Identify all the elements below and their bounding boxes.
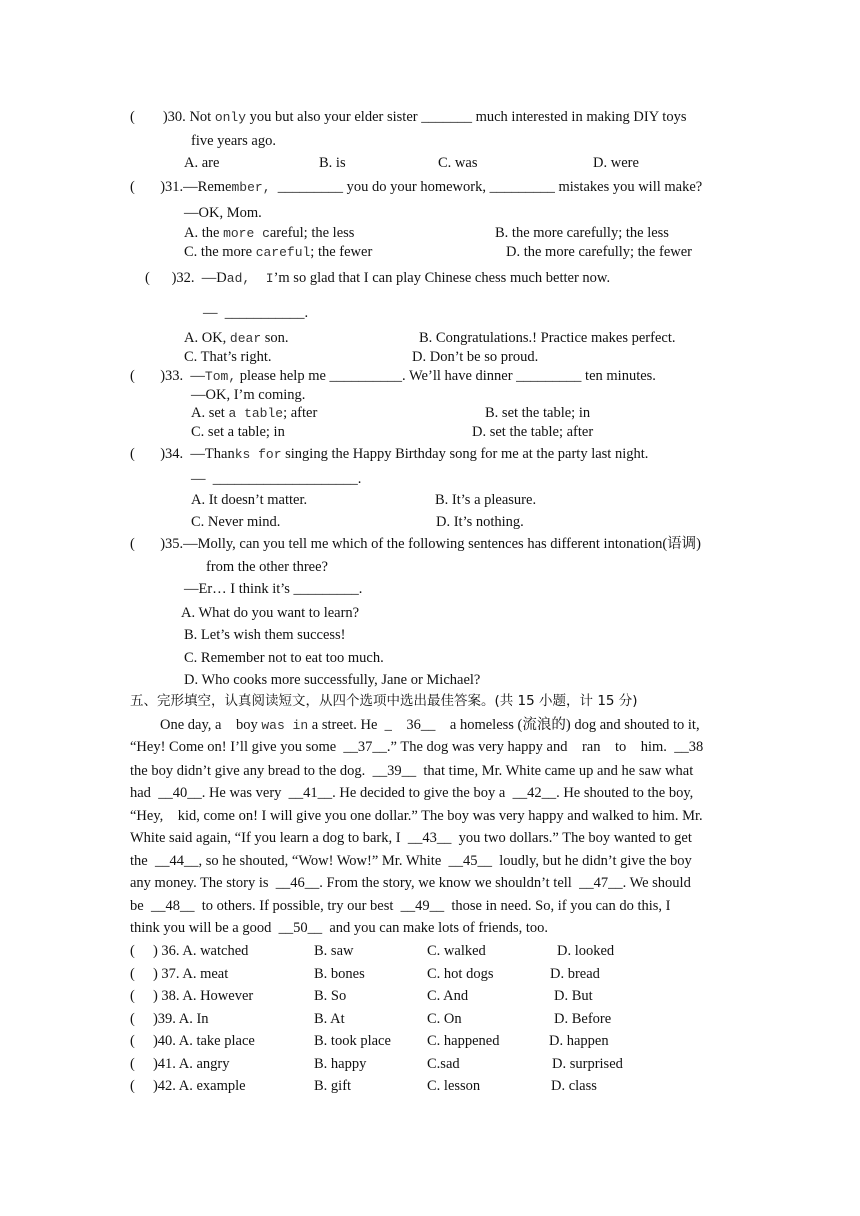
question-35-stem: ( )35.—Molly, can you tell me which of the following sentences has different intonation(语调)	[130, 536, 702, 552]
cloze-row-number: ( )41. A. angry	[130, 1056, 230, 1072]
option-c: C. lesson	[427, 1078, 481, 1094]
question-33-reply: —OK, I’m coming.	[191, 387, 306, 403]
option-a: A. are	[184, 155, 220, 171]
option-a: A. the more careful; the less	[184, 225, 355, 241]
cloze-row-number: ( ) 37. A. meat	[130, 966, 229, 982]
passage-line-1: One day, a boy was in a street. He _ 36__ a homeless (流浪的) dog and shouted to it,	[160, 717, 700, 733]
option-b: B. bones	[314, 966, 365, 982]
option-d: D. bread	[550, 966, 600, 982]
cloze-row-number: ( )40. A. take place	[130, 1033, 255, 1049]
passage-line-9: be __48__ to others. If possible, try our best __49__ those in need. So, if you can do this, I	[130, 898, 671, 914]
option-b: B. Congratulations.! Practice makes perfect.	[419, 330, 676, 346]
passage-line-5: “Hey, kid, come on! I will give you one dollar.” The boy was very happy and walked to him. Mr.	[130, 808, 703, 824]
cloze-row-number: ( ) 38. A. However	[130, 988, 254, 1004]
option-a: A. OK, dear son.	[184, 330, 289, 346]
section-title: 五、完形填空，认真阅读短文，从四个选项中选出最佳答案。(共 15 小题，计 15 分)	[130, 693, 638, 709]
option-d: D. class	[551, 1078, 597, 1094]
passage-line-10: think you will be a good __50__ and you can make lots of friends, too.	[130, 920, 549, 936]
option-d: D. looked	[557, 943, 615, 959]
passage-line-7: the __44__, so he shouted, “Wow! Wow!” Mr. White __45__ loudly, but he didn’t give the boy	[130, 853, 692, 869]
option-d: D. It’s nothing.	[436, 514, 524, 530]
question-31-reply: —OK, Mom.	[184, 205, 262, 221]
cloze-row-number: ( ) 36. A. watched	[130, 943, 249, 959]
option-c: C. And	[427, 988, 469, 1004]
option-d: D. But	[554, 988, 593, 1004]
passage-line-3: the boy didn’t give any bread to the dog. __39__ that time, Mr. White came up and he saw what	[130, 763, 694, 779]
option-b: B. gift	[314, 1078, 352, 1094]
option-c: C. On	[427, 1011, 462, 1027]
question-35-stem-cont: from the other three?	[206, 559, 328, 575]
option-b: B. is	[319, 155, 346, 171]
option-d: D. Don’t be so proud.	[412, 349, 539, 365]
option-b: B. took place	[314, 1033, 391, 1049]
passage-line-6: White said again, “If you learn a dog to bark, I __43__ you two dollars.” The boy wanted to get	[130, 830, 692, 846]
option-d: D. were	[593, 155, 639, 171]
question-35-reply: —Er… I think it’s _________.	[184, 581, 363, 597]
option-d: D. surprised	[552, 1056, 623, 1072]
answer-blank: — ____________________.	[191, 471, 362, 487]
option-c: C. walked	[427, 943, 486, 959]
option-d: D. set the table; after	[472, 424, 594, 440]
option-c: C. That’s right.	[184, 349, 272, 365]
option-b: B. Let’s wish them success!	[184, 627, 346, 643]
option-c: C. the more careful; the fewer	[184, 244, 373, 260]
option-b: B. the more carefully; the less	[495, 225, 669, 241]
option-c: C. was	[438, 155, 478, 171]
option-b: B. So	[314, 988, 347, 1004]
cloze-row-number: ( )42. A. example	[130, 1078, 246, 1094]
option-d: D. Who cooks more successfully, Jane or Michael?	[184, 672, 481, 688]
option-b: B. saw	[314, 943, 354, 959]
option-b: B. At	[314, 1011, 345, 1027]
option-c: C. set a table; in	[191, 424, 285, 440]
passage-line-2: “Hey! Come on! I’ll give you some __37__.” The dog was very happy and ran to him. __38	[130, 739, 704, 755]
option-c: C. Remember not to eat too much.	[184, 650, 384, 666]
option-b: B. happy	[314, 1056, 367, 1072]
question-30-stem: ( )30. Not only you but also your elder sister _______ much interested in making DIY toys	[130, 109, 687, 125]
option-c: C. happened	[427, 1033, 500, 1049]
passage-line-8: any money. The story is __46__. From the story, we know we shouldn’t tell __47__. We should	[130, 875, 691, 891]
option-c: C. hot dogs	[427, 966, 494, 982]
option-d: D. happen	[549, 1033, 609, 1049]
option-c: C. Never mind.	[191, 514, 281, 530]
option-c: C.sad	[427, 1056, 460, 1072]
option-b: B. It’s a pleasure.	[435, 492, 537, 508]
question-32-stem: ( )32. —Dad, I’m so glad that I can play Chinese chess much better now.	[145, 270, 611, 286]
option-b: B. set the table; in	[485, 405, 591, 421]
question-30-stem-cont: five years ago.	[191, 133, 276, 149]
question-33-stem: ( )33. —Tom, please help me __________. We’ll have dinner _________ ten minutes.	[130, 368, 656, 384]
cloze-row-number: ( )39. A. In	[130, 1011, 209, 1027]
question-31-stem: ( )31.—Remember, _________ you do your homework, _________ mistakes you will make?	[130, 179, 703, 195]
passage-line-4: had __40__. He was very __41__. He decided to give the boy a __42__. He shouted to the boy,	[130, 785, 694, 801]
question-34-stem: ( )34. —Thanks for singing the Happy Birthday song for me at the party last night.	[130, 446, 649, 462]
option-d: D. Before	[554, 1011, 612, 1027]
option-d: D. the more carefully; the fewer	[506, 244, 692, 260]
option-a: A. It doesn’t matter.	[191, 492, 308, 508]
answer-blank: — ___________.	[203, 305, 309, 321]
option-a: A. What do you want to learn?	[181, 605, 360, 621]
option-a: A. set a table; after	[191, 405, 318, 421]
